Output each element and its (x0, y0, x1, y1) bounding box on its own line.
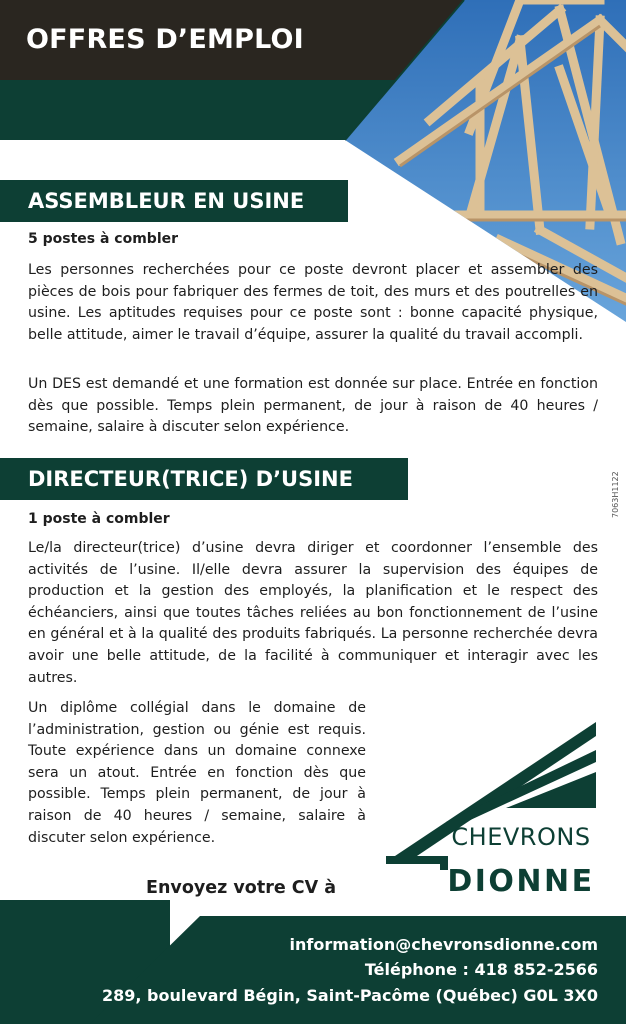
job-description-assembleur: Les personnes recherchées pour ce poste devront placer et assembler des pièces de bois pour fabriquer des fermes de toit, des murs et des poutrelles en usine. Les aptitudes requises pour ce poste sont : bonne capacité physique, belle attitude, aimer le travail d’équipe, assurer la qualité du travail accompli. (28, 262, 598, 343)
section-bar-directeur (0, 458, 408, 500)
page-title: OFFRES D’EMPLOI (26, 24, 304, 55)
contact-address: 289, boulevard Bégin, Saint-Pacôme (Québec) G0L 3X0 (102, 986, 598, 1005)
ad-reference-code: 7063H1122 (611, 471, 620, 518)
job-positions-directeur: 1 poste à combler (28, 511, 170, 527)
contact-email[interactable]: information@chevronsdionne.com (289, 935, 598, 954)
job-requirements-directeur: Un diplôme collégial dans le domaine de l’administration, gestion ou génie est requis. Toute expérience dans un domaine connexe sera un atout. Entrée en fonction dès que possible. Temps plein permanent, de jour à raison de 40 heures / semaine, salaire à discuter selon expérience. (28, 700, 366, 846)
job-positions-assembleur: 5 postes à combler (28, 231, 179, 247)
job-title-assembleur: ASSEMBLEUR EN USINE (28, 189, 305, 213)
contact-phone[interactable]: Téléphone : 418 852-2566 (364, 960, 598, 979)
logo-text-chevrons: CHEVRONS (451, 823, 591, 851)
job-description-directeur: Le/la directeur(trice) d’usine devra diriger et coordonner l’ensemble des activités de l’usine. Il/elle devra assurer la supervision des équipes de production et la gestion des employés, la planification et le respect des échéanciers, ainsi que toutes tâches reliées au bon fonctionnement de l’usine en général et à la qualité des produits fabriqués. La personne recherchée devra avoir une belle attitude, de la facilité à communiquer et interagir avec les autres. (28, 540, 598, 686)
job-title-directeur: DIRECTEUR(TRICE) D’USINE (28, 467, 353, 491)
section-bar-assembleur (0, 180, 348, 222)
logo-text-dionne: DIONNE (447, 864, 595, 899)
send-cv-label: Envoyez votre CV à (146, 878, 337, 898)
job-requirements-assembleur: Un DES est demandé et une formation est donnée sur place. Entrée en fonction dès que possible. Temps plein permanent, de jour à raison de 40 heures / semaine, salaire à discuter selon expérience. (28, 376, 598, 436)
